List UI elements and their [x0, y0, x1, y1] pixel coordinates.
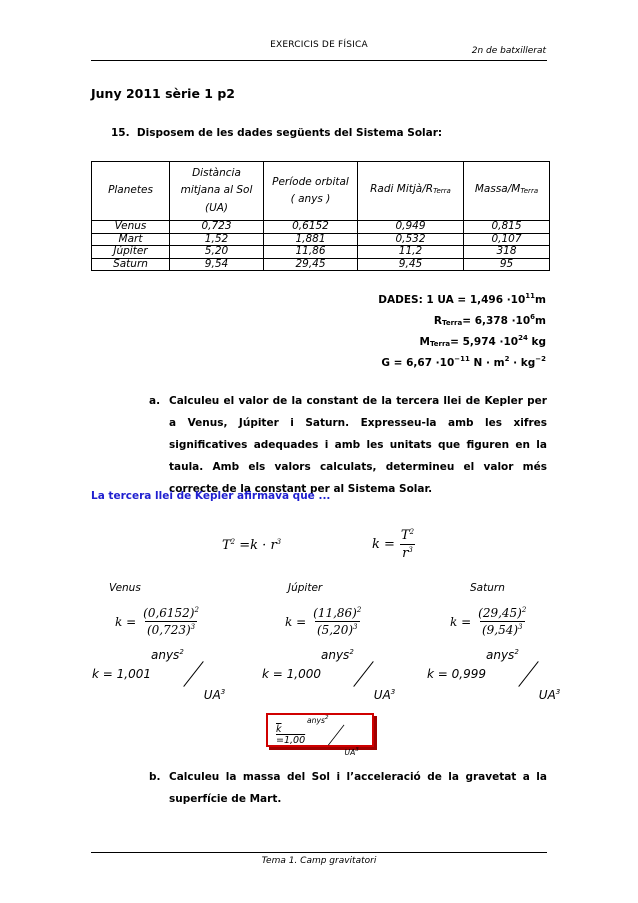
dades-rterra-exp: 6	[530, 313, 536, 321]
exp-2: 2	[356, 606, 362, 614]
table-row	[92, 233, 550, 246]
cell-distance: 0,723	[170, 221, 264, 234]
unit-anys-ua	[151, 648, 226, 702]
saturn-den: (9,54)	[481, 623, 519, 637]
formula-num-exp: 2	[409, 528, 415, 536]
saturn-result	[427, 648, 561, 702]
cell-radius: 9,45	[358, 258, 464, 271]
dades-g-unit2: · kg	[509, 357, 536, 369]
part-a-label: a.	[149, 395, 161, 407]
dades-mterra-sub: Terra	[429, 340, 451, 348]
header-periode	[264, 162, 358, 221]
formula-rhs-exp: 3	[276, 538, 282, 546]
exp-2: 2	[514, 648, 519, 656]
part-b-label: b.	[149, 771, 161, 783]
cell-radius: 0,532	[358, 233, 464, 246]
unit-bot: UA	[373, 688, 391, 702]
header-title: EXERCICIS DE FÍSICA	[270, 40, 368, 50]
k-symbol: k =	[285, 614, 307, 629]
exp-2: 2	[521, 606, 527, 614]
formula-lhs: T	[222, 538, 231, 553]
cell-period: 0,6152	[264, 221, 358, 234]
saturn-frac	[476, 606, 528, 637]
venus-frac	[141, 606, 201, 637]
final-unit-top: anys	[307, 716, 326, 726]
table-row	[92, 221, 550, 234]
cell-planet: Júpiter	[92, 246, 170, 259]
cell-planet: Mart	[92, 233, 170, 246]
cell-period: 11,86	[264, 246, 358, 259]
question-15	[111, 127, 442, 139]
unit-slash	[354, 660, 374, 688]
final-answer-box	[266, 713, 374, 758]
dades-mterra-value: = 5,974 ·10	[450, 336, 519, 348]
dades-g-exp: −11	[454, 355, 470, 363]
saturn-num: (29,45)	[478, 606, 522, 620]
dades-rterra-sub: Terra	[442, 319, 463, 327]
header-rule	[91, 60, 547, 61]
header-radi-sub: Terra	[433, 187, 451, 196]
jupiter-den: (5,20)	[316, 623, 354, 637]
formula-fraction	[399, 528, 416, 561]
jupiter-result	[262, 648, 396, 702]
cell-radius: 0,949	[358, 221, 464, 234]
part-b-text: Calculeu la massa del Sol i l’acceleració de la gravetat a la superfície de Mart.	[169, 771, 547, 805]
formula-den-exp: 3	[408, 546, 413, 554]
final-unit	[307, 714, 360, 758]
exp-3: 3	[355, 746, 360, 753]
cell-planet: Saturn	[92, 258, 170, 271]
unit-bot: UA	[203, 688, 221, 702]
header-periode-l2: ( anys )	[290, 193, 331, 205]
final-k-value: k =1,00	[276, 724, 306, 746]
venus-result	[92, 648, 226, 702]
section-title: Juny 2011 sèrie 1 p2	[91, 86, 235, 101]
unit-top: anys	[321, 648, 350, 662]
unit-top: anys	[486, 648, 515, 662]
header-radi	[358, 162, 464, 221]
formula-k-eq: k =	[372, 537, 395, 552]
question-number: 15.	[111, 127, 130, 139]
cell-mass: 318	[464, 246, 550, 259]
formula-num: T	[400, 528, 410, 543]
k-symbol: k =	[450, 614, 472, 629]
cell-period: 29,45	[264, 258, 358, 271]
cell-distance: 1,52	[170, 233, 264, 246]
solar-system-table	[91, 161, 550, 271]
header-distancia-l1: Distància	[192, 166, 241, 179]
header-massa-sub: Terra	[520, 187, 539, 196]
header-planetes: Planetes	[92, 162, 170, 221]
dades-rterra	[434, 313, 546, 327]
dades-mterra-unit: kg	[527, 336, 546, 348]
header-distancia	[170, 162, 264, 221]
header-massa	[464, 162, 550, 221]
formula-lhs-exp: 2	[230, 538, 236, 546]
dades-rterra-value: = 6,378 ·10	[462, 315, 531, 327]
cell-period: 1,881	[264, 233, 358, 246]
header-distancia-l3: (UA)	[204, 201, 229, 214]
jupiter-num: (11,86)	[313, 606, 357, 620]
dades-mterra-sym: M	[419, 336, 430, 348]
cell-mass: 95	[464, 258, 550, 271]
table-row	[92, 246, 550, 259]
result-heading-venus: Venus	[109, 582, 141, 594]
dades-g	[381, 355, 546, 369]
exp-2: 2	[349, 648, 354, 656]
dades-rterra-sym: R	[433, 315, 443, 327]
exp-2: 2	[325, 714, 329, 721]
unit-slash	[184, 660, 204, 688]
saturn-k-value: k = 0,999	[427, 667, 486, 681]
dades-rterra-unit: m	[535, 315, 546, 327]
dades-g-exp3: −2	[535, 355, 546, 363]
jupiter-k-value: k = 1,000	[262, 667, 321, 681]
cell-mass: 0,107	[464, 233, 550, 246]
table-header-row	[92, 162, 550, 221]
exp-2: 2	[194, 606, 199, 614]
exp-3: 3	[190, 623, 196, 631]
unit-bot: UA	[538, 688, 556, 702]
question-text: Disposem de les dades següents del Sistema Solar:	[136, 127, 443, 139]
cell-distance: 5,20	[170, 246, 264, 259]
dades-mterra	[419, 334, 546, 348]
answer-intro: La tercera llei de Kepler afirmava que ...	[91, 490, 331, 502]
kepler-formula	[222, 538, 281, 553]
cell-planet: Venus	[92, 221, 170, 234]
exp-2: 2	[179, 648, 184, 656]
result-heading-jupiter: Júpiter	[288, 582, 323, 594]
footer-text: Tema 1. Camp gravitatori	[261, 856, 377, 866]
unit-anys-ua	[486, 648, 561, 702]
exp-3: 3	[353, 623, 358, 631]
cell-mass: 0,815	[464, 221, 550, 234]
dades-ua-unit: m	[535, 294, 546, 306]
unit-slash	[329, 724, 345, 746]
header-distancia-l2: mitjana al Sol	[180, 184, 253, 197]
k-symbol: k =	[115, 614, 137, 629]
cell-distance: 9,54	[170, 258, 264, 271]
final-answer	[276, 714, 372, 758]
header-radi-label: Radi Mitjà/R	[370, 183, 434, 196]
saturn-fraction	[450, 606, 528, 637]
header-level: 2n de batxillerat	[471, 46, 546, 56]
unit-anys-ua	[321, 648, 396, 702]
exp-3: 3	[555, 688, 561, 696]
jupiter-frac	[311, 606, 363, 637]
venus-num: (0,6152)	[143, 606, 195, 620]
table-row	[92, 258, 550, 271]
venus-fraction	[115, 606, 201, 637]
exp-3: 3	[518, 623, 523, 631]
unit-slash	[519, 660, 539, 688]
dades-ua	[378, 292, 546, 306]
cell-radius: 11,2	[358, 246, 464, 259]
footer-rule	[91, 852, 547, 853]
dades-g-unit1: N · m	[469, 357, 505, 369]
formula-rhs: =k · r	[235, 538, 277, 553]
venus-den: (0,723)	[146, 623, 191, 637]
venus-k-value: k = 1,001	[92, 667, 151, 681]
dades-g-text: G = 6,67 ·10	[381, 357, 455, 369]
result-heading-saturn: Saturn	[470, 582, 505, 594]
kepler-k-formula	[372, 528, 416, 561]
dades-mterra-exp: 24	[518, 334, 528, 342]
dades-ua-exp: 11	[525, 292, 536, 300]
dades-g-exp2: 2	[504, 355, 510, 363]
jupiter-fraction	[285, 606, 363, 637]
formula-den: r	[402, 546, 409, 561]
header-massa-label: Massa/M	[474, 183, 521, 196]
final-unit-bot: UA	[344, 748, 356, 758]
dades-ua-text: DADES: 1 UA = 1,496 ·10	[378, 294, 526, 306]
unit-top: anys	[151, 648, 180, 662]
header-periode-l1: Període orbital	[272, 175, 349, 188]
exp-3: 3	[390, 688, 396, 696]
exp-3: 3	[220, 688, 226, 696]
part-a-text: Calculeu el valor de la constant de la tercera llei de Kepler per a Venus, Júpiter i Saturn. Expresseu-la amb les xifres significatives adequades i amb les unitats que figuren en la taula. Amb els valors calculats, determineu el valor més correcte de la constant per al Sistema Solar.	[169, 395, 547, 495]
